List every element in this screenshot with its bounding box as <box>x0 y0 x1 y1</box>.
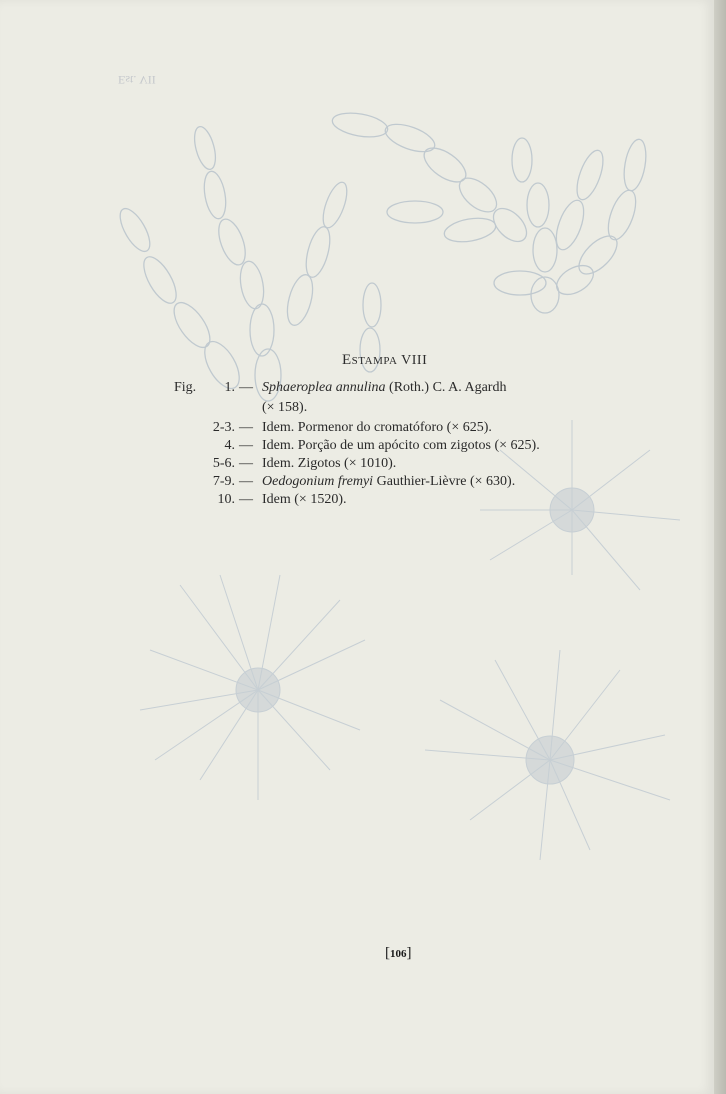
caption-text: Idem. Zigotos (× 1010). <box>262 456 397 471</box>
caption-line <box>262 456 396 472</box>
species-name: Sphaeroplea annulina <box>262 380 386 395</box>
bleed-through-heading: Est. VII <box>118 73 156 87</box>
caption-line <box>262 438 540 454</box>
caption-number: 10. <box>217 492 235 507</box>
caption-number: 1. <box>224 380 235 395</box>
caption-line <box>262 380 506 396</box>
caption-number: 7-9. <box>212 474 235 489</box>
caption-line <box>262 474 515 490</box>
fig-label: Fig. <box>174 380 197 395</box>
caption-line <box>262 492 347 508</box>
caption-text: Idem. Porção de um apócito com zigotos (× 625). <box>262 438 540 453</box>
caption-dash: — <box>239 420 253 435</box>
caption-number: 2-3. <box>212 420 235 435</box>
caption-dash: — <box>239 474 253 489</box>
caption-text: Gauthier-Lièvre (× 630). <box>373 474 516 489</box>
plate-title-prefix: Estampa <box>342 352 398 368</box>
page-number-value: 106 <box>390 948 407 960</box>
species-name: Oedogonium fremyi <box>262 474 374 489</box>
caption-text: (Roth.) C. A. Agardh <box>385 380 507 395</box>
caption-dash: — <box>239 456 253 471</box>
caption-number: 5-6. <box>212 456 235 471</box>
caption-number: 4. <box>224 438 235 453</box>
caption-text: Idem (× 1520). <box>262 492 347 507</box>
caption-line <box>262 420 492 436</box>
caption-line <box>262 400 307 416</box>
plate-title <box>342 352 427 369</box>
caption-dash: — <box>239 380 253 395</box>
caption-text: (× 158). <box>262 400 308 415</box>
caption-dash: — <box>239 438 253 453</box>
caption-text: Idem. Pormenor do cromatóforo (× 625). <box>262 420 492 435</box>
plate-title-number: VIII <box>401 353 428 368</box>
page-number: [106] <box>385 945 412 961</box>
caption-dash: — <box>239 492 253 507</box>
page-edge <box>714 0 726 1094</box>
